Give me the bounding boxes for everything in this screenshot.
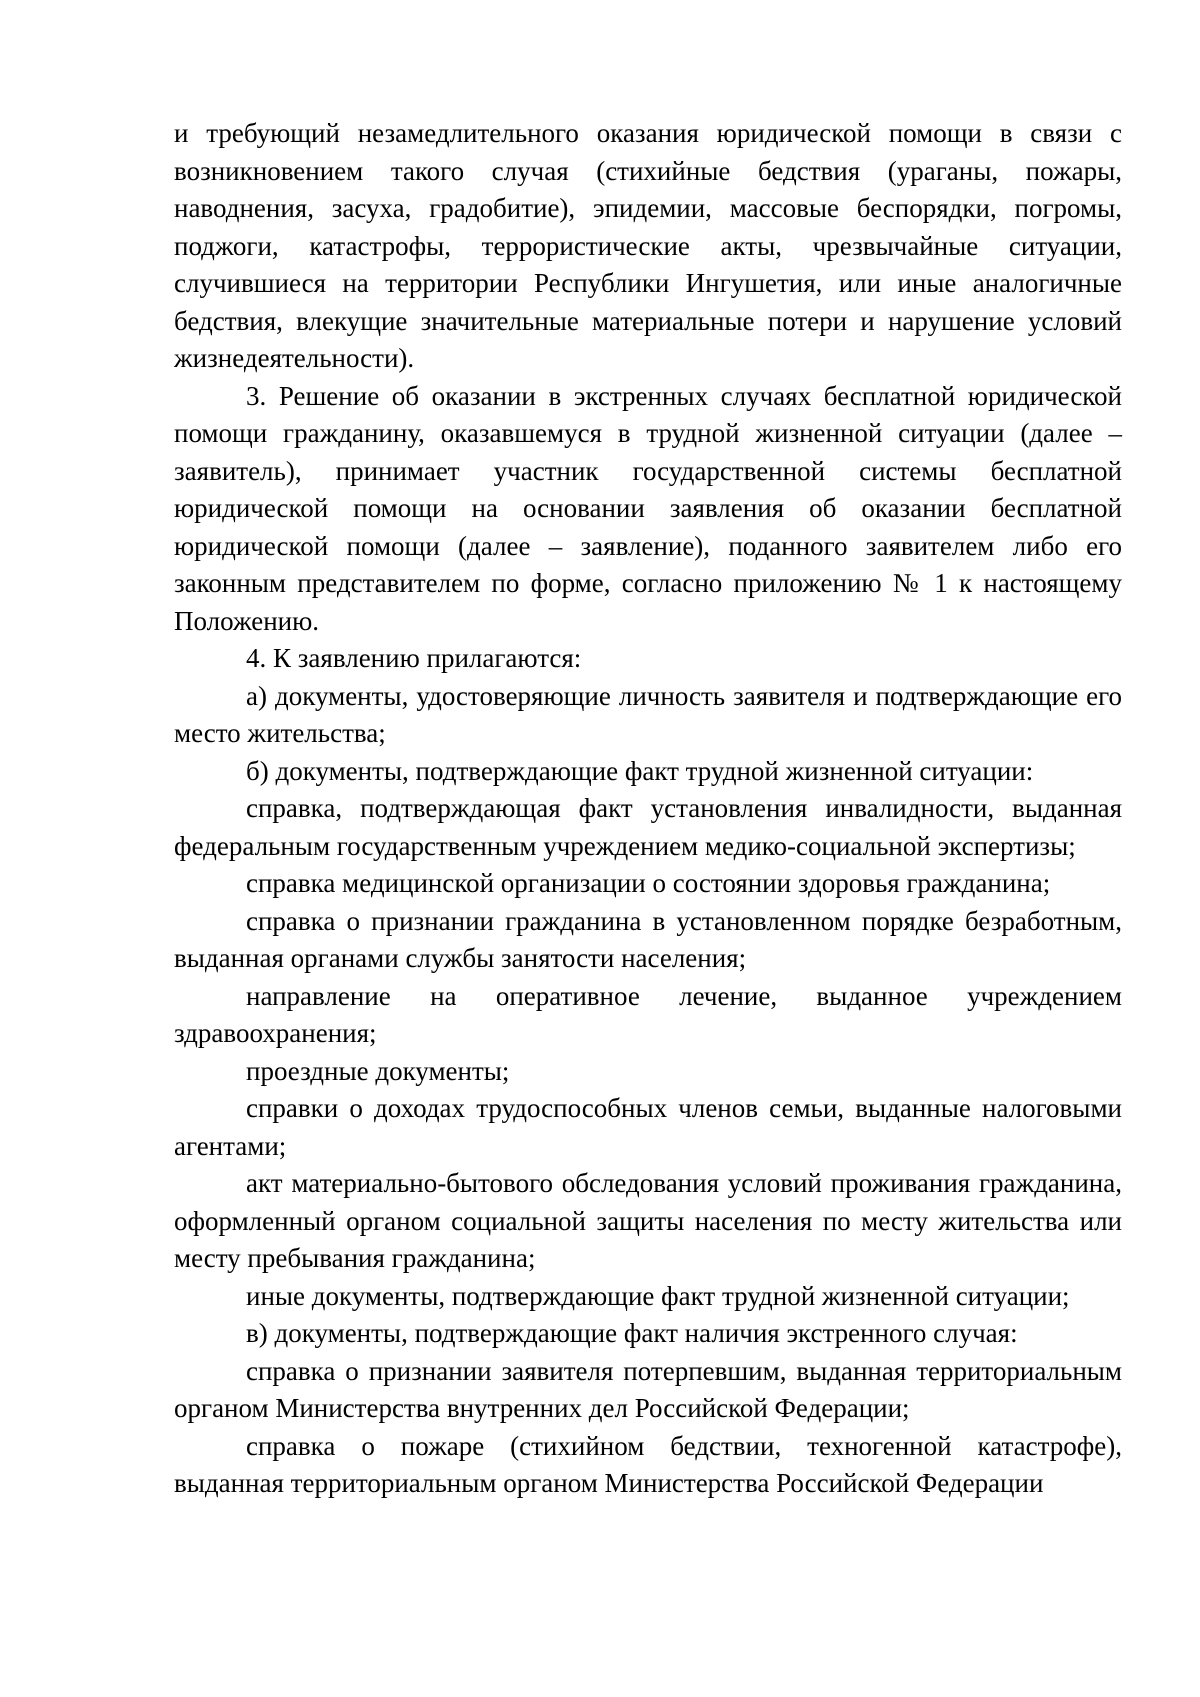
paragraph-item-4: 4. К заявлению прилагаются:: [246, 643, 582, 673]
paragraph-list-item: справка о признании заявителя потерпевшим, выданная территориальным органом Министерства внутренних дел Российской Федерации;: [174, 1355, 1122, 1423]
paragraph-continuation: и требующий незамедлительного оказания юридической помощи в связи с возникновением такого случая (стихийные бедствия (ураганы, пожары, наводнения, засуха, градобитие), эпидемии, массовые беспорядки, погромы, поджоги, катастрофы, террористические акты, чрезвычайные ситуации, случившиеся на территории Республики Ингушетия, или иные аналогичные бедствия, влекущие значительные материальные потери и нарушение условий жизнедеятельности).: [174, 118, 1122, 373]
paragraph-list-item: акт материально-бытового обследования условий проживания гражданина, оформленный органом социальной защиты населения по месту жительства или месту пребывания гражданина;: [174, 1168, 1122, 1273]
paragraph-list-item: справка медицинской организации о состоянии здоровья гражданина;: [246, 868, 1051, 898]
paragraph-subitem-a: а) документы, удостоверяющие личность заявителя и подтверждающие его место жительства;: [174, 680, 1122, 748]
paragraph-list-item: направление на оперативное лечение, выданное учреждением здравоохранения;: [174, 980, 1122, 1048]
paragraph-list-item: справки о доходах трудоспособных членов семьи, выданные налоговыми агентами;: [174, 1093, 1122, 1161]
paragraph-subitem-b: б) документы, подтверждающие факт трудной жизненной ситуации:: [246, 755, 1034, 786]
paragraph-list-item: проездные документы;: [246, 1055, 510, 1086]
paragraph-list-item: справка о признании гражданина в установленном порядке безработным, выданная органами службы занятости населения;: [174, 905, 1122, 973]
document-body: [174, 115, 1122, 1503]
paragraph-list-item: иные документы, подтверждающие факт трудной жизненной ситуации;: [246, 1280, 1070, 1311]
paragraph-list-item: справка о пожаре (стихийном бедствии, техногенной катастрофе), выданная территориальным органом Министерства Российской Федерации: [174, 1430, 1122, 1498]
paragraph-subitem-v: в) документы, подтверждающие факт наличия экстренного случая:: [246, 1318, 1018, 1348]
paragraph-item-3: 3. Решение об оказании в экстренных случаях бесплатной юридической помощи гражданину, оказавшемуся в трудной жизненной ситуации (далее – заявитель), принимает участник государственной системы бесплатной юридической помощи на основании заявления об оказании бесплатной юридической помощи (далее – заявление), поданного заявителем либо его законным представителем по форме, согласно приложению № 1 к настоящему Положению.: [174, 380, 1122, 636]
paragraph-list-item: справка, подтверждающая факт установления инвалидности, выданная федеральным государственным учреждением медико-социальной экспертизы;: [174, 793, 1122, 861]
